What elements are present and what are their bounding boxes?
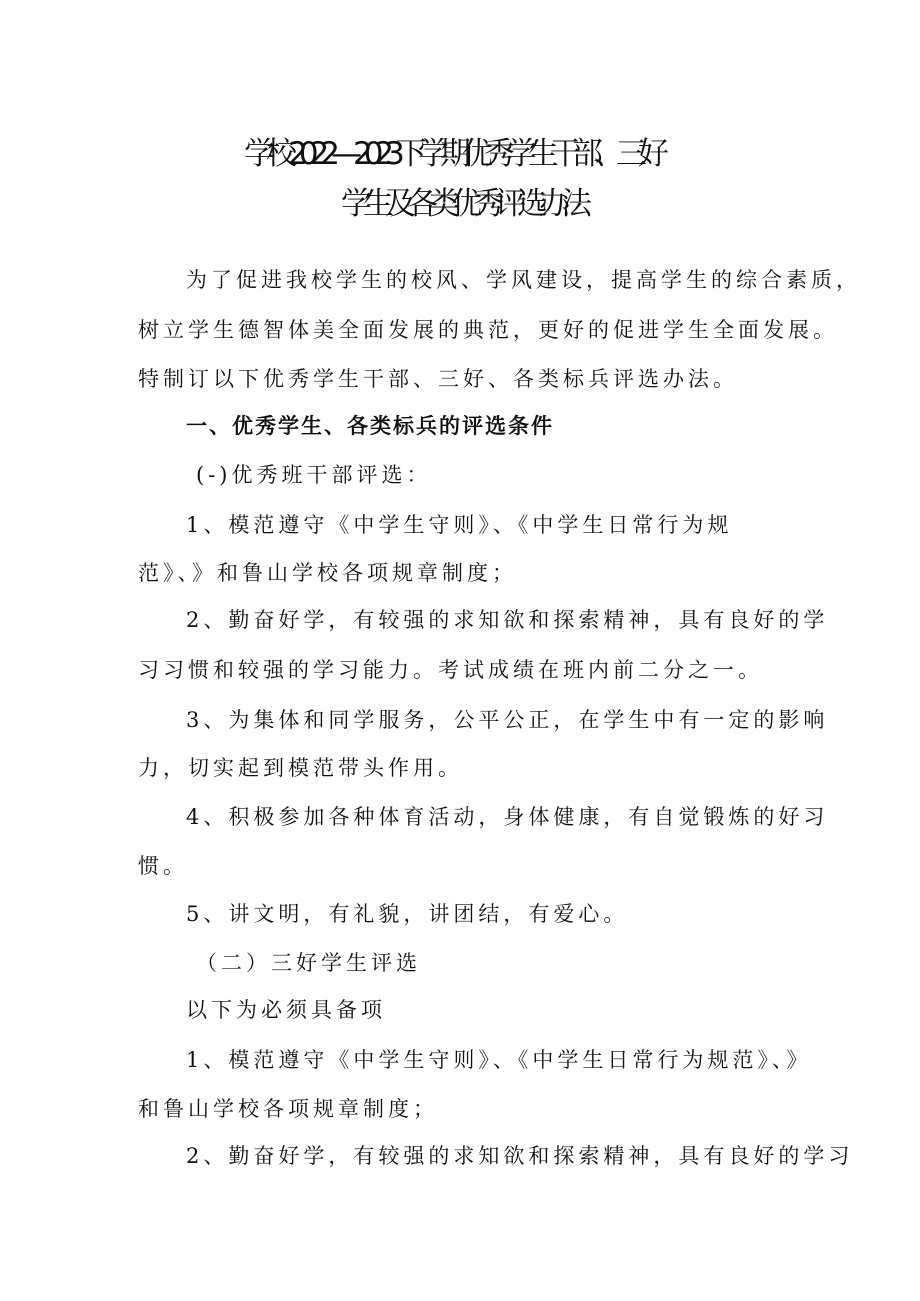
list-item-continuation: 惯。 xyxy=(138,854,188,878)
list-item-continuation: 习习惯和较强的学习能力。考试成绩在班内前二分之一。 xyxy=(138,658,763,682)
section-heading: 一、优秀学生、各类标兵的评选条件 xyxy=(186,414,554,438)
subsection-heading: （二）三好学生评选 xyxy=(196,951,421,975)
list-item-continuation: 力，切实起到模范带头作用。 xyxy=(138,756,463,780)
document-title-line-1: 学校2022—2023下学期优秀学生干部、三好 xyxy=(244,136,660,172)
intro-paragraph-line: 为了促进我校学生的校风、学风建设，提高学生的综合素质， xyxy=(186,268,861,292)
list-item: 2、勤奋好学，有较强的求知欲和探索精神，具有良好的学习 xyxy=(186,1144,854,1168)
subsection-heading: (-)优秀班干部评选： xyxy=(196,463,432,487)
list-item-continuation: 和鲁山学校各项规章制度； xyxy=(138,1097,438,1121)
list-item: 4、积极参加各种体育活动，身体健康，有自觉锻炼的好习 xyxy=(186,805,829,829)
intro-paragraph-line: 特制订以下优秀学生干部、三好、各类标兵评选办法。 xyxy=(138,367,738,391)
list-item: 2、勤奋好学，有较强的求知欲和探索精神，具有良好的学 xyxy=(186,608,829,632)
list-item: 5、讲文明，有礼貌，讲团结，有爱心。 xyxy=(186,902,629,926)
list-item: 1、模范遵守《中学生守则》、《中学生日常行为规 xyxy=(186,513,733,537)
list-item: 3、为集体和同学服务，公平公正，在学生中有一定的影响 xyxy=(186,708,829,732)
list-item-continuation: 范》、》和鲁山学校各项规章制度； xyxy=(138,561,517,585)
paragraph-line: 以下为必须具备项 xyxy=(186,998,386,1022)
list-item: 1、模范遵守《中学生守则》、《中学生日常行为规范》、》 xyxy=(186,1048,812,1072)
intro-paragraph-line: 树立学生德智体美全面发展的典范，更好的促进学生全面发展。 xyxy=(138,318,838,342)
document-title-line-2: 学生及各类优秀评选办法 xyxy=(341,186,583,222)
